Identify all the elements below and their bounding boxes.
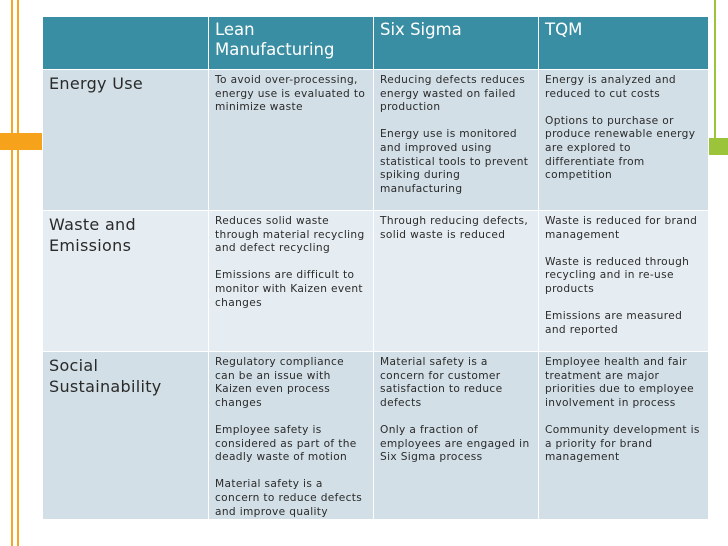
cell-waste-lean: [209, 211, 374, 352]
cell-paragraph: Employee health and fair treatment are major priorities due to employee involvement in process: [545, 356, 695, 409]
cell-waste-tqm: [539, 211, 709, 352]
cell-paragraph: Community development is a priority for brand management: [545, 423, 700, 464]
cell-paragraph: Reducing defects reduces energy wasted on failed production: [380, 74, 526, 114]
decorative-vertical-line-left-1: [11, 0, 13, 546]
cell-paragraph: Emissions are measured and reported: [545, 310, 683, 336]
comparison-table: [42, 16, 709, 520]
decorative-vertical-line-right: [714, 0, 716, 150]
table-row-waste-and-emissions: [43, 211, 709, 352]
table-row-social-sustainability: [43, 352, 709, 520]
cell-paragraph: Energy is analyzed and reduced to cut costs: [545, 74, 676, 100]
row-header-energy-use: Energy Use: [43, 70, 209, 211]
cell-energy-lean: [209, 70, 374, 211]
column-header-lean-manufacturing: Lean Manufacturing: [209, 17, 374, 70]
cell-paragraph: Regulatory compliance can be an issue with Kaizen even process changes: [215, 356, 345, 409]
cell-paragraph: Emissions are difficult to monitor with Kaizen event changes: [215, 269, 363, 309]
decorative-green-bar: [708, 138, 728, 155]
cell-paragraph: Waste is reduced through recycling and in re-use products: [545, 255, 690, 295]
cell-social-tqm: [539, 352, 709, 520]
cell-waste-six-sigma: [374, 211, 539, 352]
column-header-tqm: TQM: [539, 17, 709, 70]
cell-energy-six-sigma: [374, 70, 539, 211]
row-header-waste-and-emissions: Waste and Emissions: [43, 211, 209, 352]
row-header-social-sustainability: Social Sustainability: [43, 352, 209, 520]
decorative-vertical-line-left-2: [17, 0, 19, 546]
cell-paragraph: Through reducing defects, solid waste is reduced: [380, 215, 529, 241]
cell-paragraph: Material safety is a concern for customer satisfaction to reduce defects: [380, 356, 503, 409]
cell-paragraph: Only a fraction of employees are engaged in Six Sigma process: [380, 423, 530, 464]
cell-social-lean: [209, 352, 374, 520]
cell-energy-tqm: [539, 70, 709, 211]
cell-paragraph: Waste is reduced for brand management: [545, 215, 698, 241]
header-row: [43, 17, 709, 70]
cell-social-six-sigma: [374, 352, 539, 520]
cell-paragraph: Employee safety is considered as part of the deadly waste of motion: [215, 423, 357, 464]
table-row-energy-use: [43, 70, 709, 211]
column-header-six-sigma: Six Sigma: [374, 17, 539, 70]
cell-paragraph: Material safety is a concern to reduce defects and improve quality: [215, 478, 363, 518]
cell-paragraph: Reduces solid waste through material recycling and defect recycling: [215, 215, 365, 255]
cell-paragraph: Energy use is monitored and improved using statistical tools to prevent spiking during manufacturing: [380, 128, 529, 195]
cell-paragraph: Options to purchase or produce renewable energy are explored to differentiate from competition: [545, 114, 696, 182]
decorative-orange-bar: [0, 133, 42, 150]
header-corner-cell: [43, 17, 209, 70]
cell-paragraph: To avoid over-processing, energy use is evaluated to minimize waste: [215, 74, 366, 114]
